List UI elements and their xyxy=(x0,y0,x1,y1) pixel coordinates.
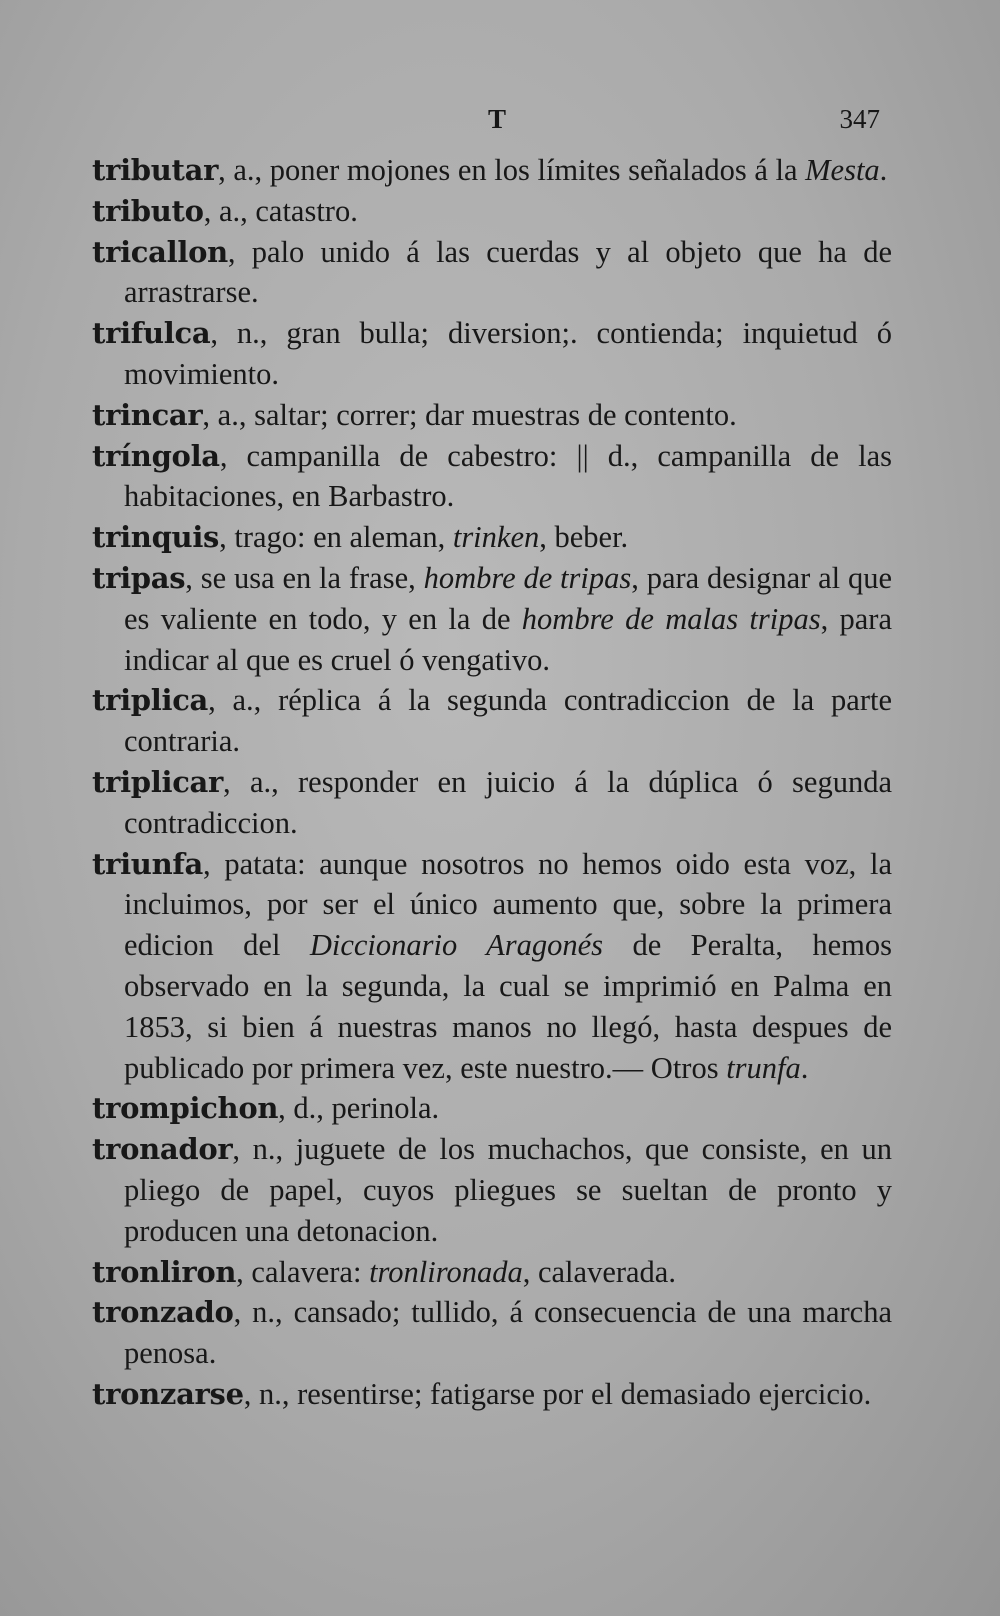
italic-term: trunfa xyxy=(726,1050,801,1085)
italic-term: hombre de malas tripas xyxy=(521,601,821,636)
definition: , n., gran bulla; diversion;. contienda; inquietud ó movimiento. xyxy=(124,316,892,391)
definition: , d., perinola. xyxy=(278,1091,440,1126)
definition: , a., poner mojones en los límites señalados á la xyxy=(218,153,806,187)
headword: tronliron xyxy=(92,1254,237,1289)
page-number: 347 xyxy=(839,104,880,134)
headword: trompichon xyxy=(92,1091,279,1126)
headword: tripas xyxy=(92,560,186,595)
headword: tríngola xyxy=(92,438,220,473)
entry-triunfa xyxy=(92,844,892,1089)
headword: tronzarse xyxy=(92,1376,244,1411)
definition: , patata: aunque nosotros no hemos oido esta voz, la incluimos, por ser el único aumento que, sobre la primera edicion del xyxy=(124,846,892,963)
entry-triplicar xyxy=(92,762,892,844)
entry-tributar xyxy=(92,150,892,191)
entry-tronzado xyxy=(92,1292,892,1374)
italic-term: Mesta xyxy=(805,153,880,187)
definition: , n., cansado; tullido, á consecuencia de una marcha penosa. xyxy=(124,1295,892,1371)
italic-term: Diccionario Aragonés xyxy=(309,928,604,963)
definition: , campanilla de cabestro: || d., campanilla de las habitaciones, en Barbastro. xyxy=(124,438,892,514)
headword: tributar xyxy=(92,153,219,187)
definition: , palo unido á las cuerdas y al objeto que ha de arrastrarse. xyxy=(124,234,892,310)
running-head: T xyxy=(488,104,507,134)
entry-tronador xyxy=(92,1129,892,1251)
italic-term: tronlironada xyxy=(369,1254,523,1289)
definition: , calaverada. xyxy=(522,1254,676,1289)
definition: , a., responder en juicio á la dúplica ó segunda contradiccion. xyxy=(124,764,892,840)
definition: , calavera: xyxy=(236,1254,370,1289)
entry-tripas xyxy=(92,558,892,680)
entry-trompichon xyxy=(92,1088,892,1129)
entry-tronliron xyxy=(92,1252,892,1293)
headword: tributo xyxy=(92,193,204,228)
page-header xyxy=(90,104,880,144)
italic-term: trinken xyxy=(452,520,540,555)
italic-term: hombre de tripas xyxy=(423,560,632,595)
headword: triunfa xyxy=(92,846,204,881)
entry-trifulca xyxy=(92,313,892,395)
definition: , n., resentirse; fatigarse por el demasiado ejercicio. xyxy=(243,1376,872,1411)
definition: , se usa en la frase, xyxy=(185,560,424,595)
definition: , a., catastro. xyxy=(203,193,358,228)
entry-trincar xyxy=(92,395,892,436)
headword: tricallon xyxy=(92,234,228,269)
definition: de Peralta, hemos observado en la segunda, la cual se imprimió en Palma en 1853, si bien á nuestras manos no llegó, hasta despues de publicado por primera vez, este nuestro.— Otros xyxy=(124,928,892,1085)
headword: trincar xyxy=(92,397,203,432)
entry-triplica xyxy=(92,680,892,762)
headword: tronzado xyxy=(92,1295,234,1330)
definition: . xyxy=(800,1050,809,1085)
definition: , para indicar al que es cruel ó vengativo. xyxy=(124,601,892,677)
definition: , para designar al que es valiente en todo, y en la de xyxy=(124,560,893,636)
definition: , a., réplica á la segunda contradiccion de la parte contraria. xyxy=(124,683,892,759)
definition: , beber. xyxy=(539,520,629,555)
definition: . xyxy=(879,153,888,187)
entry-tricallon xyxy=(92,232,892,314)
entry-tributo xyxy=(92,191,892,232)
headword: tronador xyxy=(92,1132,233,1167)
entry-list xyxy=(92,150,892,1415)
headword: trinquis xyxy=(92,520,220,555)
headword: triplica xyxy=(92,683,209,718)
headword: triplicar xyxy=(92,764,224,799)
definition: , n., juguete de los muchachos, que consiste, en un pliego de papel, cuyos pliegues se sueltan de pronto y producen una detonacion. xyxy=(124,1132,892,1248)
headword: trifulca xyxy=(92,316,211,351)
definition: , trago: en aleman, xyxy=(219,520,453,555)
entry-tringola xyxy=(92,436,892,518)
entry-trinquis xyxy=(92,517,892,558)
entry-tronzarse xyxy=(92,1374,892,1415)
definition: , a., saltar; correr; dar muestras de contento. xyxy=(202,397,737,432)
